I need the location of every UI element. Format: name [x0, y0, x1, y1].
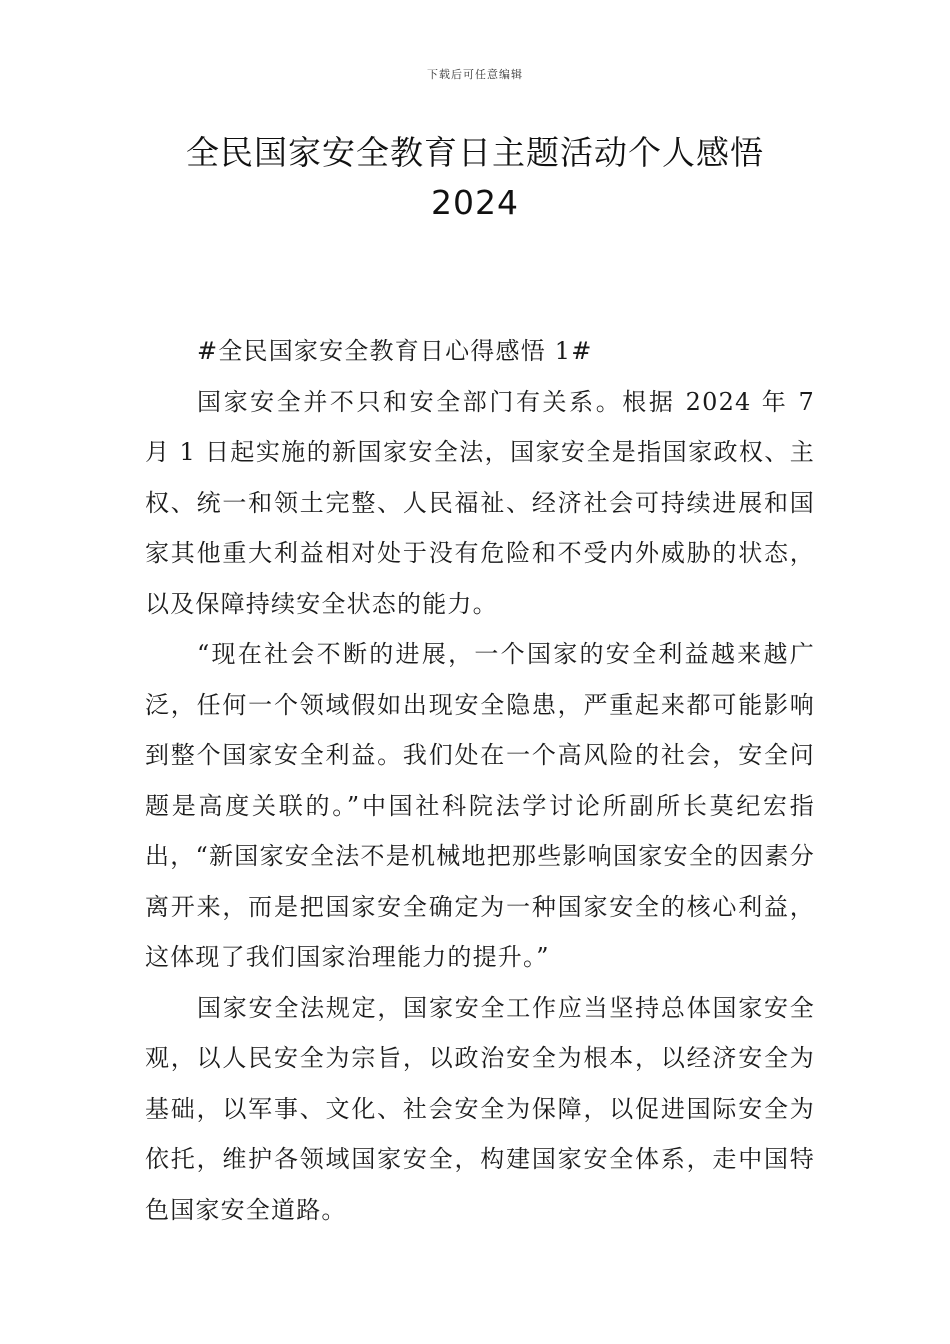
document-title	[0, 128, 950, 228]
header-note: 下载后可任意编辑	[427, 68, 523, 81]
document-body	[145, 326, 815, 1235]
paragraph: “现在社会不断的进展，一个国家的安全利益越来越广泛，任何一个领域假如出现安全隐患，严重起来都可能影响到整个国家安全利益。我们处在一个高风险的社会，安全问题是高度关联的。”中国社科院法学讨论所副所长莫纪宏指出，“新国家安全法不是机械地把那些影响国家安全的因素分离开来，而是把国家安全确定为一种国家安全的核心利益，这体现了我们国家治理能力的提升。”	[145, 640, 815, 971]
title-line-2: 2024	[431, 183, 519, 222]
section-heading: #全民国家安全教育日心得感悟 1#	[197, 337, 593, 365]
paragraph: 国家安全法规定，国家安全工作应当坚持总体国家安全观，以人民安全为宗旨，以政治安全为根本，以经济安全为基础，以军事、文化、社会安全为保障，以促进国际安全为依托，维护各领域国家安全，构建国家安全体系，走中国特色国家安全道路。	[145, 993, 815, 1224]
paragraph: 国家安全并不只和安全部门有关系。根据 2024 年 7 月 1 日起实施的新国家安全法，国家安全是指国家政权、主权、统一和领土完整、人民福祉、经济社会可持续进展和国家其他重大利益相对处于没有危险和不受内外威胁的状态，以及保障持续安全状态的能力。	[145, 387, 815, 618]
title-line-1: 全民国家安全教育日主题活动个人感悟	[186, 133, 764, 172]
